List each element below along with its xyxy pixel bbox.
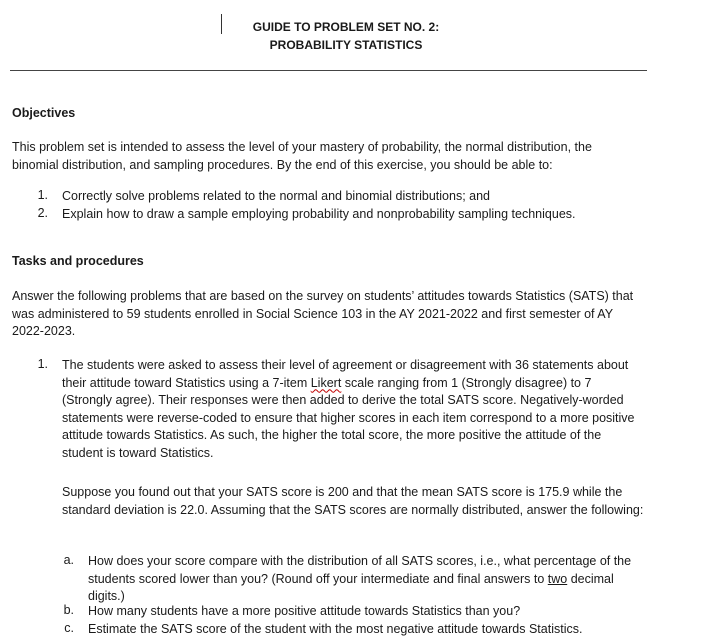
- objectives-heading: Objectives: [12, 106, 76, 120]
- title-line-1: GUIDE TO PROBLEM SET NO. 2:: [252, 20, 440, 34]
- problem-1-text-part-2: scale ranging from 1 (Strongly disagree) to 7 (Strongly agree). Their responses were then added to derive the total SATS score. Negatively-worded statements were reverse-coded to ensure that higher scores in each item correspond to a more positive attitude towards Statistics. As such, the higher the total score, the more positive the attitude of the student is toward Statistics.: [62, 375, 635, 460]
- title-line-2: PROBABILITY STATISTICS: [269, 38, 423, 52]
- subitem-a-text: [88, 553, 636, 606]
- problem-1-supposition: Suppose you found out that your SATS score is 200 and that the mean SATS score is 175.9 while the standard deviation is 22.0. Assuming that the SATS scores are normally distributed, answer the following:: [62, 485, 644, 517]
- subitem-a-text-part-1: How does your score compare with the distribution of all SATS scores, i.e., what percentage of the students scored lower than you? (Round off your intermediate and final answers to: [88, 554, 632, 586]
- spellcheck-flagged-word[interactable]: Likert: [310, 375, 342, 390]
- subitem-c-text: Estimate the SATS score of the student with the most negative attitude towards Statistics.: [88, 622, 583, 636]
- subitem-c-letter: c.: [64, 621, 74, 635]
- subitem-b-text: How many students have a more positive attitude towards Statistics than you?: [88, 604, 521, 618]
- problem-1-text: [62, 357, 644, 462]
- subitem-a-letter: a.: [63, 553, 74, 567]
- subitem-a-text-part-2: decimal digits.): [88, 571, 614, 603]
- document-title: [246, 18, 446, 54]
- subitem-a-underlined-word: two: [547, 571, 568, 586]
- tasks-intro: Answer the following problems that are based on the survey on students’ attitudes towards Statistics (SATS) that was administered to 59 students enrolled in Social Science 103 in the AY 2021-2022 and first semester of AY 2022-2023.: [12, 289, 634, 338]
- subitem-b-letter: b.: [63, 603, 74, 617]
- problem-1-number: 1.: [37, 357, 48, 371]
- tasks-heading: Tasks and procedures: [12, 254, 144, 268]
- objective-item-2-text: Explain how to draw a sample employing probability and nonprobability sampling techniques.: [62, 207, 576, 221]
- objective-item-1-text: Correctly solve problems related to the normal and binomial distributions; and: [62, 189, 490, 203]
- objective-item-2-number: 2.: [37, 206, 48, 220]
- objectives-intro: This problem set is intended to assess the level of your mastery of probability, the normal distribution, the binomial distribution, and sampling procedures. By the end of this exercise, you should be able to:: [12, 140, 592, 172]
- header-divider: [10, 70, 647, 71]
- problem-1-text-part-1: The students were asked to assess their level of agreement or disagreement with 36 statements about their attitude toward Statistics using a 7-item: [62, 358, 629, 390]
- objective-item-1-number: 1.: [37, 188, 48, 202]
- text-cursor: [221, 14, 222, 34]
